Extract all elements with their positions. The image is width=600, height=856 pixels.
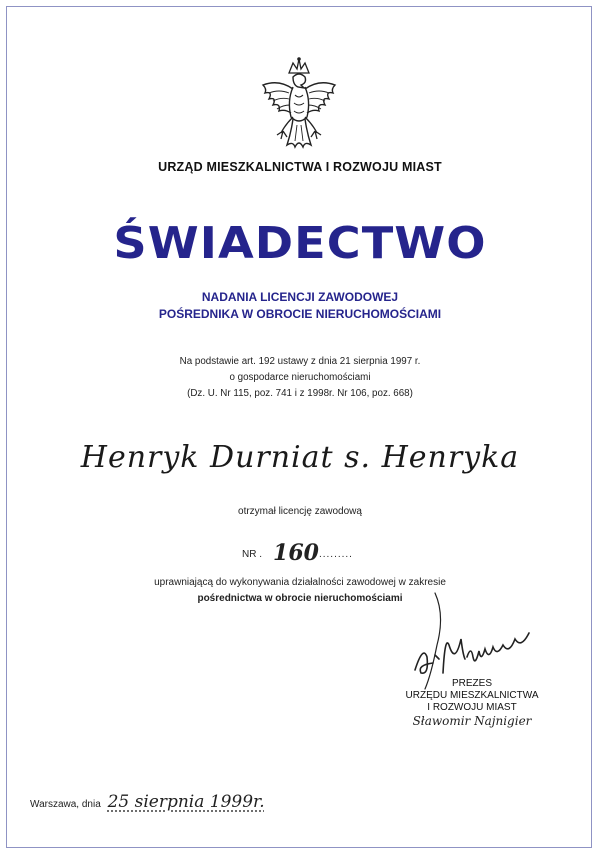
signer-title-line-1: PREZES <box>451 678 492 689</box>
license-number-line <box>242 540 353 566</box>
subtitle-line-2: POŚREDNIKA W OBROCIE NIERUCHOMOŚCIAMI <box>158 307 442 321</box>
license-number-dots: ......... <box>318 549 353 560</box>
place-and-date <box>30 792 265 812</box>
scope-line-1: uprawniającą do wykonywania działalności zawodowej w zakresie <box>154 577 446 588</box>
signer-title <box>392 678 552 714</box>
legal-basis-line-3: (Dz. U. Nr 115, poz. 741 i z 1998r. Nr 106, poz. 668) <box>187 388 413 399</box>
scope-line-2: pośrednictwa w obrocie nieruchomościami <box>197 593 403 604</box>
subtitle-line-1: NADANIA LICENCJI ZAWODOWEJ <box>201 290 399 304</box>
document-title: ŚWIADECTWO <box>113 218 487 269</box>
legal-basis-line-1: Na podstawie art. 192 ustawy z dnia 21 sierpnia 1997 r. <box>179 356 421 367</box>
legal-basis-line-2: o gospodarce nieruchomościami <box>229 372 371 383</box>
issue-date: 25 sierpnia 1999r. <box>107 792 265 812</box>
license-number-value: 160 <box>273 540 319 566</box>
eagle-emblem-icon <box>253 55 345 155</box>
license-holder-name: Henryk Durniat s. Henryka <box>80 440 520 475</box>
license-number-leading-dots: . <box>259 549 264 560</box>
legal-basis <box>0 354 600 402</box>
issuing-authority: URZĄD MIESZKALNICTWA I ROZWOJU MIAST <box>158 160 442 174</box>
signer-name: Sławomir Najnigier <box>412 714 532 728</box>
received-license-text: otrzymał licencję zawodową <box>238 506 362 517</box>
signer-title-line-2: URZĘDU MIESZKALNICTWA <box>405 690 539 701</box>
signer-title-line-3: I ROZWOJU MIAST <box>427 702 517 713</box>
document-subtitle <box>0 289 600 323</box>
license-number-label: NR <box>242 549 257 560</box>
place-date-label: Warszawa, dnia <box>30 799 101 810</box>
